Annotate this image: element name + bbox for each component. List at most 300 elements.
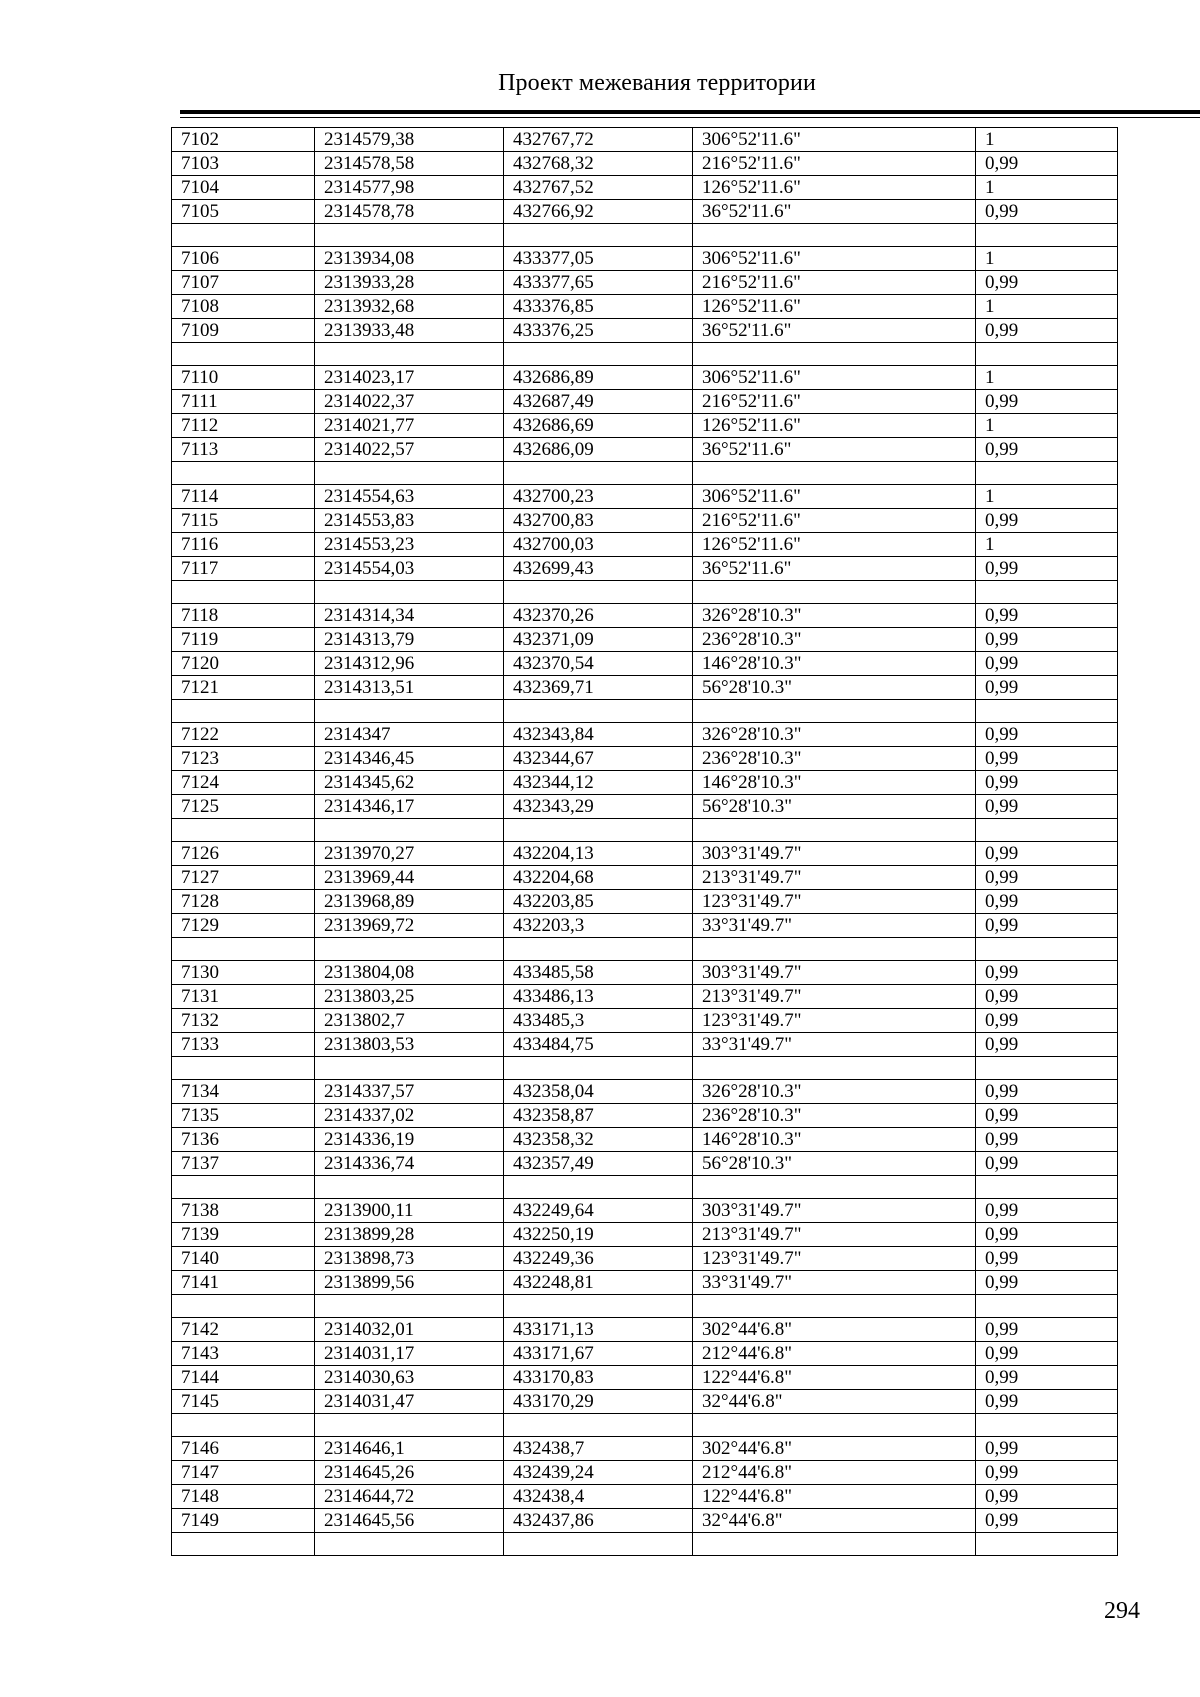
- x-coordinate-cell: 2314645,26: [315, 1461, 504, 1485]
- direction-angle-cell: 126°52'11.6": [693, 295, 976, 319]
- distance-cell: 0,99: [976, 1437, 1118, 1461]
- empty-cell: [504, 581, 693, 604]
- x-coordinate-cell: 2314022,37: [315, 390, 504, 414]
- direction-angle-cell: 146°28'10.3": [693, 1128, 976, 1152]
- direction-angle-cell: 36°52'11.6": [693, 557, 976, 581]
- y-coordinate-cell: 432700,23: [504, 485, 693, 509]
- table-row: [172, 985, 1118, 1009]
- y-coordinate-cell: 433376,25: [504, 319, 693, 343]
- table-row: [172, 652, 1118, 676]
- x-coordinate-cell: 2313899,56: [315, 1271, 504, 1295]
- distance-cell: 0,99: [976, 985, 1118, 1009]
- point-number-cell: 7137: [172, 1152, 315, 1176]
- x-coordinate-cell: 2314345,62: [315, 771, 504, 795]
- y-coordinate-cell: 433171,13: [504, 1318, 693, 1342]
- point-number-cell: 7144: [172, 1366, 315, 1390]
- x-coordinate-cell: 2314579,38: [315, 128, 504, 152]
- y-coordinate-cell: 432358,87: [504, 1104, 693, 1128]
- x-coordinate-cell: 2314030,63: [315, 1366, 504, 1390]
- distance-cell: 0,99: [976, 1485, 1118, 1509]
- header-rule-thick: [180, 110, 1200, 114]
- y-coordinate-cell: 432204,68: [504, 866, 693, 890]
- x-coordinate-cell: 2313898,73: [315, 1247, 504, 1271]
- point-number-cell: 7111: [172, 390, 315, 414]
- empty-cell: [976, 1176, 1118, 1199]
- distance-cell: 0,99: [976, 1080, 1118, 1104]
- distance-cell: 0,99: [976, 1366, 1118, 1390]
- point-number-cell: 7104: [172, 176, 315, 200]
- empty-cell: [693, 819, 976, 842]
- x-coordinate-cell: 2313969,44: [315, 866, 504, 890]
- distance-cell: 0,99: [976, 771, 1118, 795]
- table-row: [172, 557, 1118, 581]
- table-row: [172, 1223, 1118, 1247]
- point-number-cell: 7102: [172, 128, 315, 152]
- empty-cell: [976, 462, 1118, 485]
- empty-cell: [315, 224, 504, 247]
- direction-angle-cell: 306°52'11.6": [693, 247, 976, 271]
- table-row: [172, 1509, 1118, 1533]
- x-coordinate-cell: 2314578,78: [315, 200, 504, 224]
- x-coordinate-cell: 2314553,23: [315, 533, 504, 557]
- distance-cell: 0,99: [976, 1033, 1118, 1057]
- empty-cell: [504, 1176, 693, 1199]
- table-row: [172, 961, 1118, 985]
- empty-cell: [315, 1057, 504, 1080]
- distance-cell: 0,99: [976, 961, 1118, 985]
- distance-cell: 0,99: [976, 1128, 1118, 1152]
- separator-row: [172, 1533, 1118, 1556]
- table-row: [172, 1080, 1118, 1104]
- point-number-cell: 7118: [172, 604, 315, 628]
- x-coordinate-cell: 2314021,77: [315, 414, 504, 438]
- empty-cell: [315, 1176, 504, 1199]
- direction-angle-cell: 56°28'10.3": [693, 1152, 976, 1176]
- distance-cell: 0,99: [976, 1152, 1118, 1176]
- x-coordinate-cell: 2314336,19: [315, 1128, 504, 1152]
- x-coordinate-cell: 2313932,68: [315, 295, 504, 319]
- y-coordinate-cell: 432357,49: [504, 1152, 693, 1176]
- direction-angle-cell: 213°31'49.7": [693, 985, 976, 1009]
- table-row: [172, 533, 1118, 557]
- distance-cell: 0,99: [976, 676, 1118, 700]
- direction-angle-cell: 33°31'49.7": [693, 1271, 976, 1295]
- point-number-cell: 7109: [172, 319, 315, 343]
- distance-cell: 0,99: [976, 1318, 1118, 1342]
- y-coordinate-cell: 432344,67: [504, 747, 693, 771]
- direction-angle-cell: 122°44'6.8": [693, 1366, 976, 1390]
- table-row: [172, 628, 1118, 652]
- x-coordinate-cell: 2313969,72: [315, 914, 504, 938]
- point-number-cell: 7124: [172, 771, 315, 795]
- x-coordinate-cell: 2313934,08: [315, 247, 504, 271]
- distance-cell: 1: [976, 533, 1118, 557]
- empty-cell: [315, 1533, 504, 1556]
- distance-cell: 0,99: [976, 152, 1118, 176]
- distance-cell: 0,99: [976, 1390, 1118, 1414]
- empty-cell: [504, 700, 693, 723]
- point-number-cell: 7131: [172, 985, 315, 1009]
- x-coordinate-cell: 2314337,57: [315, 1080, 504, 1104]
- empty-cell: [315, 343, 504, 366]
- x-coordinate-cell: 2314346,45: [315, 747, 504, 771]
- direction-angle-cell: 306°52'11.6": [693, 485, 976, 509]
- distance-cell: 0,99: [976, 1199, 1118, 1223]
- table-row: [172, 914, 1118, 938]
- x-coordinate-cell: 2313933,28: [315, 271, 504, 295]
- empty-cell: [693, 1176, 976, 1199]
- distance-cell: 0,99: [976, 652, 1118, 676]
- y-coordinate-cell: 432700,03: [504, 533, 693, 557]
- direction-angle-cell: 213°31'49.7": [693, 866, 976, 890]
- distance-cell: 1: [976, 247, 1118, 271]
- y-coordinate-cell: 432700,83: [504, 509, 693, 533]
- y-coordinate-cell: 432250,19: [504, 1223, 693, 1247]
- empty-cell: [504, 1414, 693, 1437]
- table-row: [172, 1199, 1118, 1223]
- distance-cell: 0,99: [976, 723, 1118, 747]
- empty-cell: [976, 1414, 1118, 1437]
- point-number-cell: 7126: [172, 842, 315, 866]
- direction-angle-cell: 123°31'49.7": [693, 890, 976, 914]
- point-number-cell: 7121: [172, 676, 315, 700]
- x-coordinate-cell: 2313899,28: [315, 1223, 504, 1247]
- table-row: [172, 604, 1118, 628]
- point-number-cell: 7139: [172, 1223, 315, 1247]
- empty-cell: [172, 1295, 315, 1318]
- y-coordinate-cell: 432370,26: [504, 604, 693, 628]
- table-row: [172, 509, 1118, 533]
- empty-cell: [976, 224, 1118, 247]
- y-coordinate-cell: 433484,75: [504, 1033, 693, 1057]
- separator-row: [172, 1057, 1118, 1080]
- direction-angle-cell: 122°44'6.8": [693, 1485, 976, 1509]
- table-row: [172, 390, 1118, 414]
- point-number-cell: 7127: [172, 866, 315, 890]
- empty-cell: [315, 1414, 504, 1437]
- y-coordinate-cell: 432686,09: [504, 438, 693, 462]
- point-number-cell: 7130: [172, 961, 315, 985]
- y-coordinate-cell: 432249,36: [504, 1247, 693, 1271]
- direction-angle-cell: 302°44'6.8": [693, 1318, 976, 1342]
- direction-angle-cell: 123°31'49.7": [693, 1247, 976, 1271]
- table-row: [172, 723, 1118, 747]
- direction-angle-cell: 326°28'10.3": [693, 723, 976, 747]
- header-rule-thin: [180, 117, 1200, 118]
- y-coordinate-cell: 433485,3: [504, 1009, 693, 1033]
- distance-cell: 0,99: [976, 509, 1118, 533]
- x-coordinate-cell: 2314314,34: [315, 604, 504, 628]
- empty-cell: [976, 343, 1118, 366]
- table-row: [172, 1152, 1118, 1176]
- direction-angle-cell: 236°28'10.3": [693, 1104, 976, 1128]
- point-number-cell: 7117: [172, 557, 315, 581]
- point-number-cell: 7116: [172, 533, 315, 557]
- y-coordinate-cell: 432369,71: [504, 676, 693, 700]
- point-number-cell: 7145: [172, 1390, 315, 1414]
- distance-cell: 0,99: [976, 557, 1118, 581]
- point-number-cell: 7113: [172, 438, 315, 462]
- x-coordinate-cell: 2314312,96: [315, 652, 504, 676]
- direction-angle-cell: 216°52'11.6": [693, 390, 976, 414]
- empty-cell: [172, 1176, 315, 1199]
- distance-cell: 0,99: [976, 319, 1118, 343]
- empty-cell: [172, 1533, 315, 1556]
- distance-cell: 0,99: [976, 604, 1118, 628]
- empty-cell: [172, 700, 315, 723]
- point-number-cell: 7120: [172, 652, 315, 676]
- distance-cell: 0,99: [976, 1009, 1118, 1033]
- direction-angle-cell: 236°28'10.3": [693, 628, 976, 652]
- y-coordinate-cell: 432203,3: [504, 914, 693, 938]
- point-number-cell: 7128: [172, 890, 315, 914]
- direction-angle-cell: 56°28'10.3": [693, 795, 976, 819]
- direction-angle-cell: 212°44'6.8": [693, 1342, 976, 1366]
- distance-cell: 0,99: [976, 866, 1118, 890]
- table-row: [172, 1485, 1118, 1509]
- distance-cell: 0,99: [976, 1342, 1118, 1366]
- empty-cell: [315, 700, 504, 723]
- distance-cell: 0,99: [976, 1104, 1118, 1128]
- empty-cell: [504, 938, 693, 961]
- y-coordinate-cell: 432344,12: [504, 771, 693, 795]
- distance-cell: 1: [976, 485, 1118, 509]
- distance-cell: 1: [976, 176, 1118, 200]
- x-coordinate-cell: 2314646,1: [315, 1437, 504, 1461]
- point-number-cell: 7114: [172, 485, 315, 509]
- x-coordinate-cell: 2314313,79: [315, 628, 504, 652]
- y-coordinate-cell: 432371,09: [504, 628, 693, 652]
- direction-angle-cell: 146°28'10.3": [693, 652, 976, 676]
- direction-angle-cell: 126°52'11.6": [693, 533, 976, 557]
- y-coordinate-cell: 432203,85: [504, 890, 693, 914]
- distance-cell: 0,99: [976, 747, 1118, 771]
- direction-angle-cell: 56°28'10.3": [693, 676, 976, 700]
- y-coordinate-cell: 432248,81: [504, 1271, 693, 1295]
- direction-angle-cell: 33°31'49.7": [693, 1033, 976, 1057]
- x-coordinate-cell: 2314346,17: [315, 795, 504, 819]
- table-row: [172, 1342, 1118, 1366]
- direction-angle-cell: 126°52'11.6": [693, 176, 976, 200]
- empty-cell: [693, 700, 976, 723]
- table-row: [172, 771, 1118, 795]
- x-coordinate-cell: 2313900,11: [315, 1199, 504, 1223]
- table-row: [172, 1009, 1118, 1033]
- y-coordinate-cell: 432687,49: [504, 390, 693, 414]
- x-coordinate-cell: 2314578,58: [315, 152, 504, 176]
- empty-cell: [976, 1057, 1118, 1080]
- direction-angle-cell: 36°52'11.6": [693, 200, 976, 224]
- distance-cell: 0,99: [976, 1247, 1118, 1271]
- y-coordinate-cell: 432767,52: [504, 176, 693, 200]
- x-coordinate-cell: 2313803,53: [315, 1033, 504, 1057]
- direction-angle-cell: 216°52'11.6": [693, 509, 976, 533]
- y-coordinate-cell: 432767,72: [504, 128, 693, 152]
- table-row: [172, 366, 1118, 390]
- empty-cell: [504, 343, 693, 366]
- empty-cell: [504, 462, 693, 485]
- point-number-cell: 7148: [172, 1485, 315, 1509]
- y-coordinate-cell: 433485,58: [504, 961, 693, 985]
- table-row: [172, 1128, 1118, 1152]
- x-coordinate-cell: 2313968,89: [315, 890, 504, 914]
- empty-cell: [172, 1414, 315, 1437]
- point-number-cell: 7112: [172, 414, 315, 438]
- point-number-cell: 7125: [172, 795, 315, 819]
- x-coordinate-cell: 2313933,48: [315, 319, 504, 343]
- y-coordinate-cell: 432437,86: [504, 1509, 693, 1533]
- table-row: [172, 1366, 1118, 1390]
- y-coordinate-cell: 433170,29: [504, 1390, 693, 1414]
- table-row: [172, 890, 1118, 914]
- empty-cell: [693, 1533, 976, 1556]
- distance-cell: 0,99: [976, 200, 1118, 224]
- x-coordinate-cell: 2314554,03: [315, 557, 504, 581]
- x-coordinate-cell: 2313970,27: [315, 842, 504, 866]
- coordinates-table-body: [172, 128, 1118, 1556]
- point-number-cell: 7141: [172, 1271, 315, 1295]
- point-number-cell: 7143: [172, 1342, 315, 1366]
- direction-angle-cell: 236°28'10.3": [693, 747, 976, 771]
- point-number-cell: 7134: [172, 1080, 315, 1104]
- table-row: [172, 676, 1118, 700]
- empty-cell: [976, 938, 1118, 961]
- x-coordinate-cell: 2314553,83: [315, 509, 504, 533]
- x-coordinate-cell: 2314032,01: [315, 1318, 504, 1342]
- point-number-cell: 7119: [172, 628, 315, 652]
- x-coordinate-cell: 2314313,51: [315, 676, 504, 700]
- table-row: [172, 1318, 1118, 1342]
- y-coordinate-cell: 432343,29: [504, 795, 693, 819]
- empty-cell: [504, 819, 693, 842]
- y-coordinate-cell: 432439,24: [504, 1461, 693, 1485]
- table-row: [172, 414, 1118, 438]
- empty-cell: [693, 224, 976, 247]
- y-coordinate-cell: 432204,13: [504, 842, 693, 866]
- point-number-cell: 7135: [172, 1104, 315, 1128]
- empty-cell: [172, 1057, 315, 1080]
- direction-angle-cell: 306°52'11.6": [693, 366, 976, 390]
- direction-angle-cell: 36°52'11.6": [693, 438, 976, 462]
- y-coordinate-cell: 433376,85: [504, 295, 693, 319]
- table-row: [172, 747, 1118, 771]
- separator-row: [172, 819, 1118, 842]
- table-row: [172, 1033, 1118, 1057]
- separator-row: [172, 462, 1118, 485]
- x-coordinate-cell: 2314022,57: [315, 438, 504, 462]
- distance-cell: 0,99: [976, 842, 1118, 866]
- empty-cell: [504, 1057, 693, 1080]
- y-coordinate-cell: 433377,05: [504, 247, 693, 271]
- x-coordinate-cell: 2314347: [315, 723, 504, 747]
- direction-angle-cell: 126°52'11.6": [693, 414, 976, 438]
- empty-cell: [172, 462, 315, 485]
- x-coordinate-cell: 2314031,47: [315, 1390, 504, 1414]
- table-row: [172, 1104, 1118, 1128]
- x-coordinate-cell: 2314644,72: [315, 1485, 504, 1509]
- empty-cell: [693, 938, 976, 961]
- direction-angle-cell: 216°52'11.6": [693, 152, 976, 176]
- direction-angle-cell: 32°44'6.8": [693, 1509, 976, 1533]
- empty-cell: [172, 581, 315, 604]
- separator-row: [172, 1295, 1118, 1318]
- point-number-cell: 7140: [172, 1247, 315, 1271]
- distance-cell: 1: [976, 128, 1118, 152]
- empty-cell: [315, 462, 504, 485]
- direction-angle-cell: 303°31'49.7": [693, 1199, 976, 1223]
- table-row: [172, 200, 1118, 224]
- x-coordinate-cell: 2314031,17: [315, 1342, 504, 1366]
- direction-angle-cell: 326°28'10.3": [693, 604, 976, 628]
- distance-cell: 0,99: [976, 1271, 1118, 1295]
- direction-angle-cell: 212°44'6.8": [693, 1461, 976, 1485]
- y-coordinate-cell: 433170,83: [504, 1366, 693, 1390]
- distance-cell: 1: [976, 414, 1118, 438]
- empty-cell: [315, 581, 504, 604]
- point-number-cell: 7115: [172, 509, 315, 533]
- point-number-cell: 7122: [172, 723, 315, 747]
- empty-cell: [504, 1295, 693, 1318]
- point-number-cell: 7147: [172, 1461, 315, 1485]
- x-coordinate-cell: 2314577,98: [315, 176, 504, 200]
- separator-row: [172, 581, 1118, 604]
- y-coordinate-cell: 432249,64: [504, 1199, 693, 1223]
- empty-cell: [976, 581, 1118, 604]
- table-row: [172, 1247, 1118, 1271]
- x-coordinate-cell: 2313802,7: [315, 1009, 504, 1033]
- empty-cell: [315, 1295, 504, 1318]
- separator-row: [172, 1414, 1118, 1437]
- empty-cell: [504, 224, 693, 247]
- empty-cell: [172, 819, 315, 842]
- y-coordinate-cell: 432358,32: [504, 1128, 693, 1152]
- direction-angle-cell: 216°52'11.6": [693, 271, 976, 295]
- point-number-cell: 7146: [172, 1437, 315, 1461]
- y-coordinate-cell: 432438,7: [504, 1437, 693, 1461]
- x-coordinate-cell: 2313803,25: [315, 985, 504, 1009]
- direction-angle-cell: 326°28'10.3": [693, 1080, 976, 1104]
- empty-cell: [976, 1533, 1118, 1556]
- x-coordinate-cell: 2314645,56: [315, 1509, 504, 1533]
- coordinates-table: [171, 127, 1118, 1556]
- y-coordinate-cell: 432343,84: [504, 723, 693, 747]
- empty-cell: [693, 581, 976, 604]
- y-coordinate-cell: 432686,69: [504, 414, 693, 438]
- distance-cell: 0,99: [976, 890, 1118, 914]
- distance-cell: 1: [976, 295, 1118, 319]
- table-row: [172, 1271, 1118, 1295]
- distance-cell: 0,99: [976, 914, 1118, 938]
- point-number-cell: 7106: [172, 247, 315, 271]
- empty-cell: [693, 462, 976, 485]
- separator-row: [172, 343, 1118, 366]
- table-row: [172, 866, 1118, 890]
- empty-cell: [172, 938, 315, 961]
- table-row: [172, 438, 1118, 462]
- page-header-title: Проект межевания территории: [498, 70, 816, 96]
- y-coordinate-cell: 433171,67: [504, 1342, 693, 1366]
- separator-row: [172, 938, 1118, 961]
- empty-cell: [693, 1295, 976, 1318]
- direction-angle-cell: 32°44'6.8": [693, 1390, 976, 1414]
- table-row: [172, 295, 1118, 319]
- x-coordinate-cell: 2314337,02: [315, 1104, 504, 1128]
- table-row: [172, 271, 1118, 295]
- separator-row: [172, 1176, 1118, 1199]
- point-number-cell: 7110: [172, 366, 315, 390]
- y-coordinate-cell: 432438,4: [504, 1485, 693, 1509]
- table-row: [172, 485, 1118, 509]
